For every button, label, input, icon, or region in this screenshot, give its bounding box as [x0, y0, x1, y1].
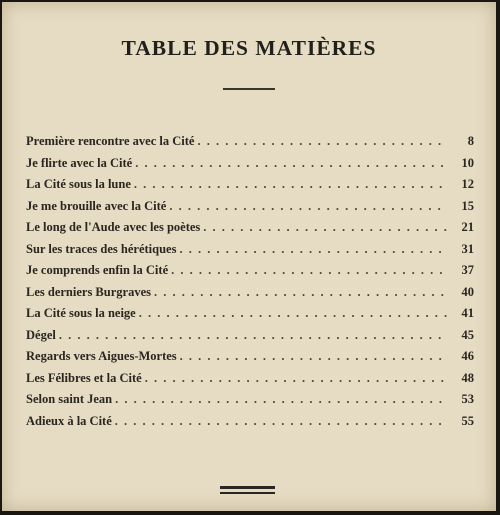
toc-entry-label: Les Félibres et la Cité: [26, 370, 142, 385]
dot-leader: [179, 242, 447, 257]
toc-page-number: 53: [461, 392, 474, 406]
page-title: TABLE DES MATIÈRES: [121, 36, 377, 60]
toc-entry: [26, 263, 474, 285]
toc-entry-label: Première rencontre avec la Cité: [26, 134, 195, 148]
toc-page-number: 21: [461, 220, 474, 234]
toc-entry: [26, 285, 474, 307]
dot-leader: [134, 177, 447, 192]
toc-page-number: 15: [461, 198, 474, 213]
toc-page-number: 45: [461, 327, 474, 342]
toc-entry: [26, 242, 474, 264]
toc-entry-label: Sur les traces des hérétiques: [26, 241, 177, 256]
toc-entry-label: Je flirte avec la Cité: [26, 155, 133, 170]
dot-leader: [115, 414, 447, 429]
toc-entry: [26, 177, 474, 199]
toc-entry: [26, 220, 474, 242]
toc-page-number: 37: [461, 263, 474, 277]
dot-leader: [135, 156, 447, 171]
title-divider: [223, 88, 275, 90]
dot-leader: [169, 199, 447, 214]
dot-leader: [203, 220, 447, 235]
toc-entry: [26, 156, 474, 178]
toc-entry: [26, 328, 474, 350]
ornament-line: [220, 492, 275, 495]
toc-entry: [26, 199, 474, 221]
book-page: [2, 2, 496, 511]
toc-entry-label: La Cité sous la neige: [26, 306, 136, 320]
toc-page-number: 48: [461, 370, 474, 385]
toc-page-number: 8: [467, 134, 474, 148]
dot-leader: [145, 371, 447, 386]
toc-entry: [26, 134, 474, 156]
toc-entry-label: La Cité sous la lune: [26, 177, 131, 191]
toc-entry-label: Je me brouille avec la Cité: [26, 198, 167, 213]
ornament-line: [220, 486, 275, 489]
toc-page-number: 40: [461, 284, 474, 299]
toc-page-number: 55: [461, 413, 474, 428]
toc-entry-label: Les derniers Burgraves: [26, 284, 151, 299]
toc-page-number: 31: [461, 241, 474, 256]
toc-page-number: 10: [461, 155, 474, 170]
toc-entry: [26, 414, 474, 436]
dot-leader: [139, 306, 447, 321]
toc-page-number: 12: [461, 177, 474, 191]
toc-entry-label: Je comprends enfin la Cité: [26, 263, 169, 277]
end-ornament: [220, 486, 275, 495]
dot-leader: [180, 349, 447, 364]
toc-entry: [26, 371, 474, 393]
dot-leader: [59, 328, 447, 343]
toc-page-number: 46: [461, 349, 474, 363]
toc-entry: [26, 306, 474, 328]
toc-entry: [26, 392, 474, 414]
dot-leader: [171, 263, 447, 278]
toc-entry-label: Regards vers Aigues-Mortes: [26, 349, 177, 363]
table-of-contents: [26, 134, 474, 435]
dot-leader: [197, 134, 447, 149]
toc-entry-label: Selon saint Jean: [26, 392, 113, 406]
toc-entry-label: Le long de l'Aude avec les poètes: [26, 220, 201, 234]
dot-leader: [154, 285, 447, 300]
dot-leader: [115, 392, 447, 407]
toc-entry: [26, 349, 474, 371]
toc-entry-label: Dégel: [26, 327, 56, 342]
toc-entry-label: Adieux à la Cité: [26, 413, 112, 428]
toc-page-number: 41: [461, 306, 474, 320]
